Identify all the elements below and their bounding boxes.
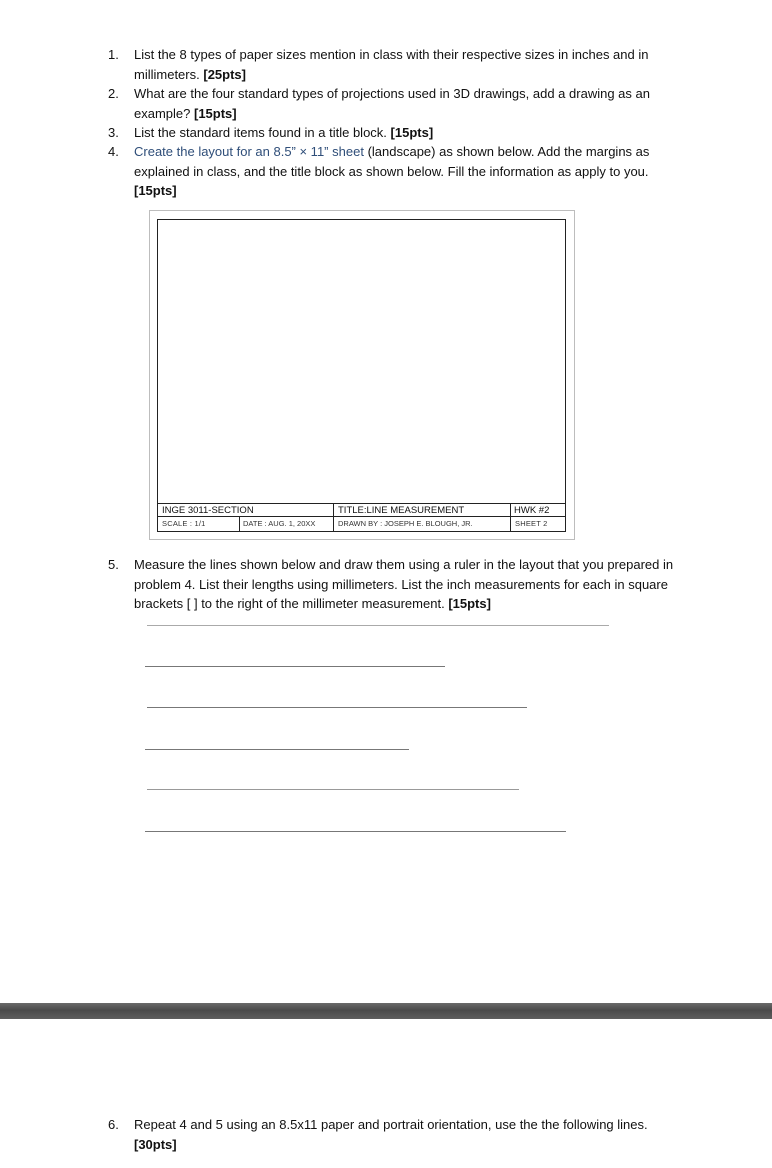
question-points: [15pts] bbox=[194, 105, 237, 121]
question-number: 2. bbox=[108, 86, 119, 101]
question-points: [30pts] bbox=[134, 1136, 177, 1152]
question-points: [15pts] bbox=[448, 596, 491, 611]
question-text: List the 8 types of paper sizes mention in class with their respective sizes in inches and in millimeters. bbox=[134, 47, 649, 82]
drawing-border bbox=[157, 219, 566, 532]
page-divider bbox=[0, 1003, 772, 1019]
measure-line bbox=[147, 707, 527, 708]
question-1 bbox=[108, 45, 708, 84]
measure-line bbox=[145, 749, 409, 750]
question-6 bbox=[108, 1115, 718, 1154]
question-number: 1. bbox=[108, 47, 119, 62]
title-block-sheet: SHEET 2 bbox=[515, 519, 548, 528]
question-text: List the standard items found in a title block. bbox=[134, 125, 387, 140]
question-number: 5. bbox=[108, 557, 119, 572]
question-text: Measure the lines shown below and draw them using a ruler in the layout that you prepared in problem 4. List their lengths using millimeters. List the inch measurements for each in square brackets [ ] to the right of the millimeter measurement. bbox=[134, 557, 674, 611]
question-text: Repeat 4 and 5 using an 8.5x11 paper and portrait orientation, use the the following lines. bbox=[134, 1117, 648, 1132]
title-block-title: TITLE:LINE MEASUREMENT bbox=[338, 505, 465, 516]
question-number: 4. bbox=[108, 144, 119, 159]
question-text: (landscape) as shown below. Add the margins as explained in class, and the title block as shown below. Fill the information as apply to you. bbox=[134, 144, 650, 179]
title-block-hwk: HWK #2 bbox=[514, 505, 550, 516]
measure-line bbox=[147, 789, 519, 790]
question-text: What are the four standard types of projections used in 3D drawings, add a drawing as an example? bbox=[134, 86, 650, 121]
measure-line bbox=[147, 625, 609, 626]
title-block-scale: SCALE : 1/1 bbox=[162, 519, 206, 528]
question-2 bbox=[108, 84, 708, 123]
question-number: 6. bbox=[108, 1117, 119, 1132]
measure-line bbox=[145, 666, 445, 667]
measure-line bbox=[145, 831, 566, 832]
question-3 bbox=[108, 123, 708, 143]
question-4 bbox=[108, 142, 708, 201]
question-points: [15pts] bbox=[390, 125, 434, 140]
question-points: [15pts] bbox=[134, 183, 177, 198]
title-block-course: INGE 3011-SECTION bbox=[162, 505, 254, 516]
question-points: [25pts] bbox=[203, 66, 246, 82]
question-number: 3. bbox=[108, 125, 119, 140]
question-5 bbox=[108, 555, 718, 614]
title-block-drawn-by: DRAWN BY : JOSEPH E. BLOUGH, JR. bbox=[338, 519, 473, 528]
question-text-highlight: Create the layout for an 8.5” × 11” sheet bbox=[134, 144, 364, 159]
title-block-date: DATE : AUG. 1, 20XX bbox=[243, 519, 316, 528]
